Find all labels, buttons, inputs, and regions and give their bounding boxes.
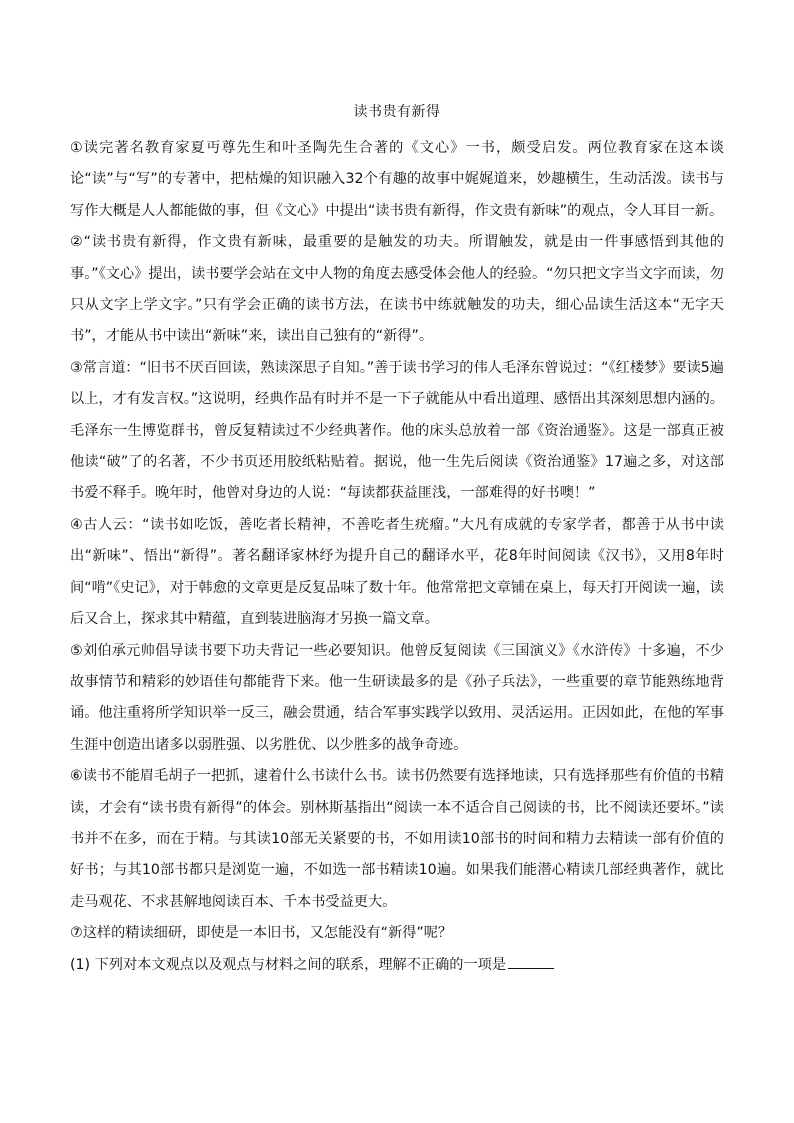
- paragraph-7: ⑦这样的精读细研，即使是一本旧书，又怎能没有“新得”呢？: [70, 925, 453, 942]
- paragraph-5: ⑤刘伯承元帅倡导读书要下功夫背记一些必要知识。他曾反复阅读《三国演义》《水浒传》十多遍，不少故事情节和精彩的妙语佳句都能背下来。他一生研读最多的是《孙子兵法》，一些重要的章节能熟练地背诵。他注重将所学知识举一反三，融会贯通，结合军事实践学以致用、灵活运用。正因如此，在他的军事生涯中创造出诸多以弱胜强、以劣胜优、以少胜多的战争奇迹。: [70, 642, 724, 753]
- paragraph-3: ③常言道：“旧书不厌百回读，熟读深思子自知。”善于读书学习的伟人毛泽东曾说过：“《红楼梦》要读5遍以上，才有发言权。”这说明，经典作品有时并不是一下子就能从中看出道理、感悟出其深刻思想内涵的。毛泽东一生博览群书，曾反复精读过不少经典著作。他的床头总放着一部《资治通鉴》。这是一部真正被他读“破”了的名著，不少书页还用胶纸粘贴着。据说，他一生先后阅读《资治通鉴》17遍之多，对这部书爱不释手。晚年时，他曾对身边的人说：“每读都获益匪浅，一部难得的好书噢！”: [70, 359, 724, 502]
- paragraph-4: ④古人云：“读书如吃饭，善吃者长精神，不善吃者生疣瘤。”大凡有成就的专家学者，都善于从书中读出“新味”、悟出“新得”。著名翻译家林纾为提升自己的翻译水平，花8年时间阅读《汉书》，又用8年时间“啃”《史记》，对于韩愈的文章更是反复品味了数十年。他常常把文章铺在桌上，每天打开阅读一遍，读后又合上，探求其中精蕴，直到装进脑海才另换一篇文章。: [70, 516, 724, 628]
- question-1: [70, 950, 724, 981]
- paragraph-6: ⑥读书不能眉毛胡子一把抓，逮着什么书读什么书。读书仍然要有选择地读，只有选择那些有价值的书精读，才会有“读书贵有新得”的体会。别林斯基指出“阅读一本不适合自己阅读的书，比不阅读还要坏。”读书并不在多，而在于精。与其读10部无关紧要的书，不如用读10部书的时间和精力去精读一部有价值的好书；与其10部书都只是浏览一遍，不如选一部书精读10遍。如果我们能潜心精读几部经典著作，就比走马观花、不求甚解地阅读百本、千本书受益更大。: [70, 768, 724, 910]
- article-body: [70, 133, 724, 981]
- question-1-text: (1) 下列对本文观点以及观点与材料之间的联系，理解不正确的一项是: [70, 956, 507, 973]
- paragraph-1: ①读完著名教育家夏丏尊先生和叶圣陶先生合著的《文心》一书，颇受启发。两位教育家在这本谈论“读”与“写”的专著中，把枯燥的知识融入32个有趣的故事中娓娓道来，妙趣横生，生动活泼。读书与写作大概是人人都能做的事，但《文心》中提出“读书贵有新得，作文贵有新味”的观点，令人耳目一新。: [70, 140, 724, 219]
- document-title: 读书贵有新得: [353, 104, 441, 120]
- paragraph-2: ②“读书贵有新得，作文贵有新味，最重要的是触发的功夫。所谓触发，就是由一件事感悟到其他的事。”《文心》提出，读书要学会站在文中人物的角度去感受体会他人的经验。“勿只把文字当文字而读，勿只从文字上学文字。”只有学会正确的读书方法，在读书中练就触发的功夫，细心品读生活这本“无字天书”，才能从书中读出“新味”来，读出自己独有的“新得”。: [70, 234, 724, 345]
- answer-blank[interactable]: [508, 954, 554, 969]
